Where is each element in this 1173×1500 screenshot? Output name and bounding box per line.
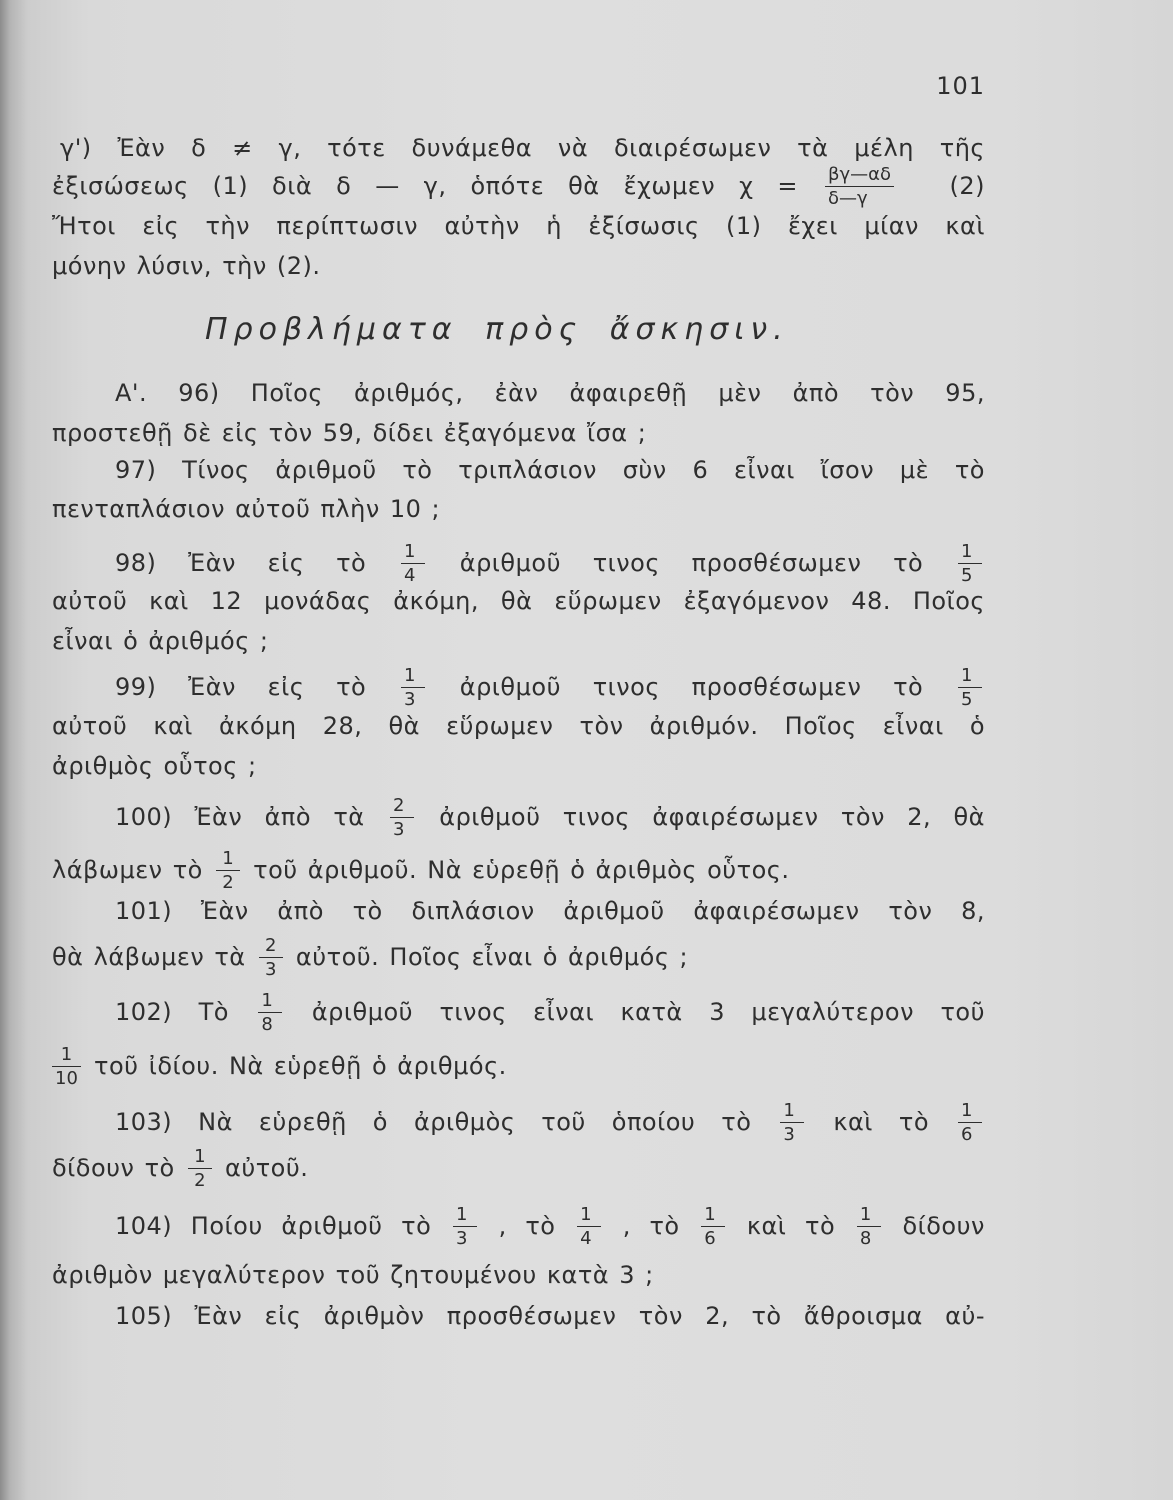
fraction-denominator: 10: [55, 1068, 78, 1089]
problem-103-line-2: [52, 1146, 985, 1190]
fraction-denominator: 8: [261, 1014, 273, 1035]
fraction-denominator: 6: [704, 1228, 716, 1249]
fraction-denominator: 3: [404, 689, 416, 710]
problem-105-line-1: [115, 1294, 985, 1338]
problem-104-line-1: [115, 1204, 985, 1248]
problem-102-line-1: [115, 990, 985, 1034]
problem-label: Α'. 96): [115, 379, 220, 407]
problem-text: αὐτοῦ. Ποῖος εἶναι ὁ ἀριθμός ;: [295, 943, 689, 971]
problem-label: 100): [115, 803, 173, 831]
problem-text: δίδουν τὸ: [52, 1154, 175, 1182]
fraction-denominator: 3: [392, 819, 405, 840]
problem-text: Ἐὰν εἰς τὸ: [188, 673, 367, 701]
problem-label: 99): [115, 673, 157, 701]
problem-99-line-1: [115, 665, 985, 709]
problem-101-line-2: [52, 935, 985, 979]
problem-text: τοῦ ἰδίου. Νὰ εὑρεθῇ ὁ ἀριθμός.: [94, 1052, 507, 1080]
fraction: [401, 667, 425, 709]
problem-text: ἀριθμοῦ τινος εἶναι κατὰ 3 μεγαλύτερον τοῦ: [311, 998, 985, 1026]
fraction-numerator: 1: [958, 667, 982, 688]
fraction-numerator: 1: [958, 1102, 982, 1123]
intro-line-2-words: ἐξισώσεως (1) διὰ δ — γ, ὁπότε θὰ ἔχωμεν χ =: [52, 172, 799, 200]
fraction: [780, 1102, 804, 1144]
fraction-denominator: 4: [404, 565, 416, 586]
fraction: [188, 1148, 212, 1190]
problem-104-line-2: ἀριθμὸν μεγαλύτερον τοῦ ζητουμένου κατὰ 3 ;: [52, 1261, 654, 1289]
fraction-denominator: 2: [222, 872, 234, 893]
fraction-denominator: 6: [960, 1124, 973, 1145]
fraction-denominator: 8: [859, 1228, 872, 1249]
problem-text: Ἐὰν ἀπὸ τὸ διπλάσιον ἀριθμοῦ ἀφαιρέσωμεν τὸν 8,: [200, 897, 985, 925]
problem-text: καὶ τὸ: [746, 1212, 836, 1240]
problem-99-line-2: αὐτοῦ καὶ ἀκόμη 28, θὰ εὕρωμεν τὸν ἀριθμόν. Ποῖος εἶναι ὁ: [52, 712, 985, 740]
fraction-numerator: 1: [958, 543, 982, 564]
problem-98-line-3: εἶναι ὁ ἀριθμός ;: [52, 627, 269, 655]
fraction-denominator: 3: [455, 1228, 468, 1249]
fraction: [857, 1206, 881, 1248]
fraction: [259, 937, 283, 979]
fraction: [258, 992, 282, 1034]
problem-text: ἀριθμοῦ τινος προσθέσωμεν τὸ: [459, 673, 924, 701]
problem-97-line-2: πενταπλάσιον αὐτοῦ πλὴν 10 ;: [52, 495, 441, 523]
fraction: [701, 1206, 725, 1248]
problem-100-line-2: [52, 848, 985, 892]
fraction-numerator: 1: [401, 667, 425, 688]
section-heading: Προβλήματα πρὸς ἄσκησιν.: [205, 312, 789, 347]
problem-text: αὐτοῦ.: [225, 1154, 309, 1182]
problem-text: Ποίου ἀριθμοῦ τὸ: [190, 1212, 432, 1240]
fraction-denominator: 5: [961, 689, 973, 710]
fraction: [52, 1046, 81, 1088]
fraction: [390, 797, 414, 839]
fraction: [453, 1206, 477, 1248]
problem-text: ἀριθμοῦ τινος προσθέσωμεν τὸ: [459, 549, 924, 577]
problem-text: Νὰ εὑρεθῇ ὁ ἀριθμὸς τοῦ ὁποίου τὸ: [198, 1108, 752, 1136]
fraction-denominator: δ—γ: [827, 188, 868, 209]
fraction-denominator: 4: [580, 1228, 592, 1249]
fraction: [216, 850, 240, 892]
problem-text: ἀριθμοῦ τινος ἀφαιρέσωμεν τὸν 2, θὰ: [439, 803, 985, 831]
page-number: 101: [936, 72, 985, 100]
problem-text: δίδουν: [902, 1212, 985, 1240]
problem-text: θὰ λάβωμεν τὰ: [52, 943, 246, 971]
problem-label: 105): [115, 1302, 173, 1330]
problem-101-line-1: [115, 889, 985, 933]
fraction-numerator: 1: [577, 1206, 601, 1227]
problem-label: 97): [115, 456, 157, 484]
fraction: [958, 667, 982, 709]
problem-text: Ἐὰν εἰς ἀριθμὸν προσθέσωμεν τὸν 2, τὸ ἄθροισμα αὐ-: [194, 1302, 985, 1330]
fraction-numerator: 1: [52, 1046, 81, 1067]
problem-label: 102): [115, 998, 173, 1026]
fraction-numerator: 2: [259, 937, 283, 958]
problem-text: Ποῖος ἀριθμός, ἐὰν ἀφαιρεθῇ μὲν ἀπὸ τὸν 95,: [250, 379, 985, 407]
problem-99-line-3: ἀριθμὸς οὗτος ;: [52, 752, 257, 780]
problem-text: Τίνος ἀριθμοῦ τὸ τριπλάσιον σὺν 6 εἶναι ἴσον μὲ τὸ: [182, 456, 985, 484]
fraction-numerator: 1: [401, 543, 425, 564]
problem-text: λάβωμεν τὸ: [52, 856, 203, 884]
problem-96-line-2: προστεθῇ δὲ εἰς τὸν 59, δίδει ἐξαγόμενα ἴσα ;: [52, 419, 647, 447]
problem-96-line-1: [115, 371, 985, 415]
fraction-denominator: 2: [194, 1170, 206, 1191]
fraction-numerator: 1: [453, 1206, 477, 1227]
fraction-numerator: 1: [780, 1102, 804, 1123]
fraction-numerator: 2: [390, 797, 414, 818]
problem-102-line-2: [52, 1044, 985, 1088]
problem-text: καὶ τὸ: [833, 1108, 930, 1136]
problem-text: τοῦ ἀριθμοῦ. Νὰ εὑρεθῇ ὁ ἀριθμὸς οὗτος.: [253, 856, 790, 884]
problem-98-line-2: αὐτοῦ καὶ 12 μονάδας ἀκόμη, θὰ εὕρωμεν ἐξαγόμενον 48. Ποῖος: [52, 587, 985, 615]
fraction-denominator: 3: [265, 959, 277, 980]
fraction-numerator: 1: [258, 992, 282, 1013]
problem-label: 98): [115, 549, 157, 577]
fraction-denominator: 3: [783, 1124, 795, 1145]
fraction-numerator: βγ—αδ: [825, 166, 894, 187]
problem-text: , τὸ: [498, 1212, 556, 1240]
problem-text: , τὸ: [622, 1212, 680, 1240]
problem-text: Ἐὰν ἀπὸ τὰ: [194, 803, 365, 831]
problem-label: 104): [115, 1212, 173, 1240]
problem-103-line-1: [115, 1100, 985, 1144]
problem-label: 101): [115, 897, 173, 925]
intro-line-1: γ') Ἐὰν δ ≠ γ, τότε δυνάμεθα νὰ διαιρέσωμεν τὰ μέλη τῆς: [60, 134, 985, 162]
intro-line-2-text: [52, 164, 897, 208]
intro-line-4: μόνην λύσιν, τὴν (2).: [52, 252, 321, 280]
fraction-numerator: 1: [857, 1206, 881, 1227]
problem-label: 103): [115, 1108, 173, 1136]
problem-text: Τὸ: [198, 998, 229, 1026]
intro-line-3: Ἤτοι εἰς τὴν περίπτωσιν αὐτὴν ἡ ἐξίσωσις (1) ἔχει μίαν καὶ: [52, 212, 985, 240]
problem-100-line-1: [115, 795, 985, 839]
fraction: [577, 1206, 601, 1248]
fraction-numerator: 1: [701, 1206, 725, 1227]
problem-97-line-1: [115, 448, 985, 492]
equation-tag: (2): [949, 172, 985, 200]
formula-fraction: [825, 166, 894, 208]
fraction-numerator: 1: [216, 850, 240, 871]
fraction-numerator: 1: [188, 1148, 212, 1169]
intro-line-2: [52, 164, 985, 208]
problem-text: Ἐὰν εἰς τὸ: [188, 549, 367, 577]
fraction-denominator: 5: [961, 565, 973, 586]
fraction: [958, 1102, 982, 1144]
